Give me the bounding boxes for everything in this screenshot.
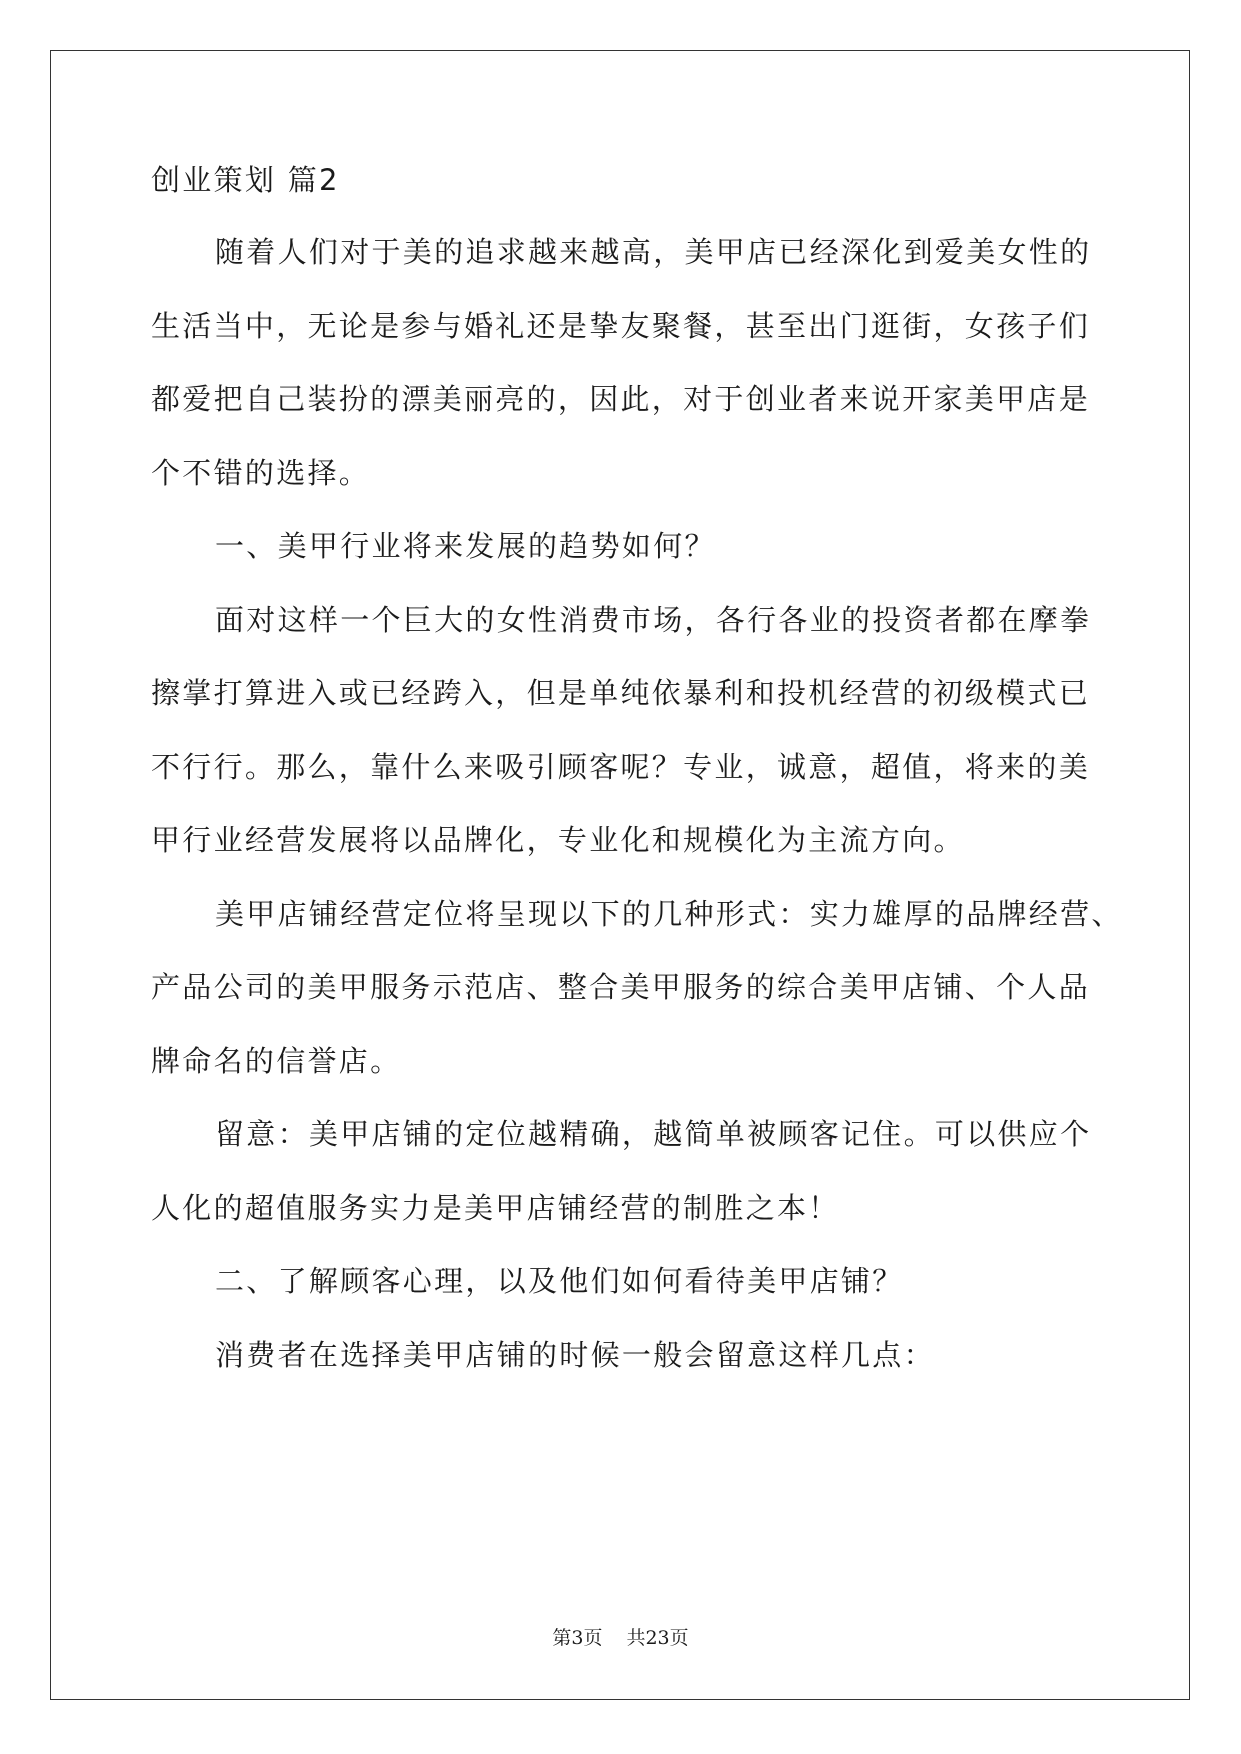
page-total: 共23页 (626, 1627, 689, 1649)
paragraph-line: 牌命名的信誉店。 (151, 1044, 402, 1078)
paragraph-line: 留意：美甲店铺的定位越精确，越简单被顾客记住。可以供应个 (215, 1117, 1092, 1151)
page-number: 第3页 (552, 1627, 603, 1649)
paragraph-line: 生活当中，无论是参与婚礼还是挚友聚餐，甚至出门逛街，女孩子们 (151, 309, 1091, 343)
paragraph-line: 个不错的选择。 (151, 456, 371, 490)
paragraph-line: 都爱把自己装扮的漂美丽亮的，因此，对于创业者来说开家美甲店是 (151, 382, 1091, 416)
section-heading: 二、了解顾客心理，以及他们如何看待美甲店铺？ (215, 1264, 904, 1298)
paragraph-line: 人化的超值服务实力是美甲店铺经营的制胜之本！ (151, 1191, 840, 1225)
document-title: 创业策划 篇2 (151, 163, 340, 197)
paragraph-line: 消费者在选择美甲店铺的时候一般会留意这样几点： (215, 1338, 935, 1372)
section-heading: 一、美甲行业将来发展的趋势如何？ (215, 529, 716, 563)
paragraph-line: 擦掌打算进入或已经跨入，但是单纯依暴利和投机经营的初级模式已 (151, 676, 1091, 710)
paragraph-line: 随着人们对于美的追求越来越高，美甲店已经深化到爱美女性的 (215, 235, 1092, 269)
page-footer (0, 1626, 1241, 1650)
paragraph-line: 面对这样一个巨大的女性消费市场，各行各业的投资者都在摩拳 (215, 603, 1092, 637)
page-border (50, 50, 1190, 1700)
paragraph-line: 美甲店铺经营定位将呈现以下的几种形式：实力雄厚的品牌经营、 (215, 897, 1123, 931)
paragraph-line: 产品公司的美甲服务示范店、整合美甲服务的综合美甲店铺、个人品 (151, 970, 1091, 1004)
paragraph-line: 甲行业经营发展将以品牌化，专业化和规模化为主流方向。 (151, 823, 965, 857)
paragraph-line: 不行行。那么，靠什么来吸引顾客呢？专业，诚意，超值，将来的美 (151, 750, 1091, 784)
